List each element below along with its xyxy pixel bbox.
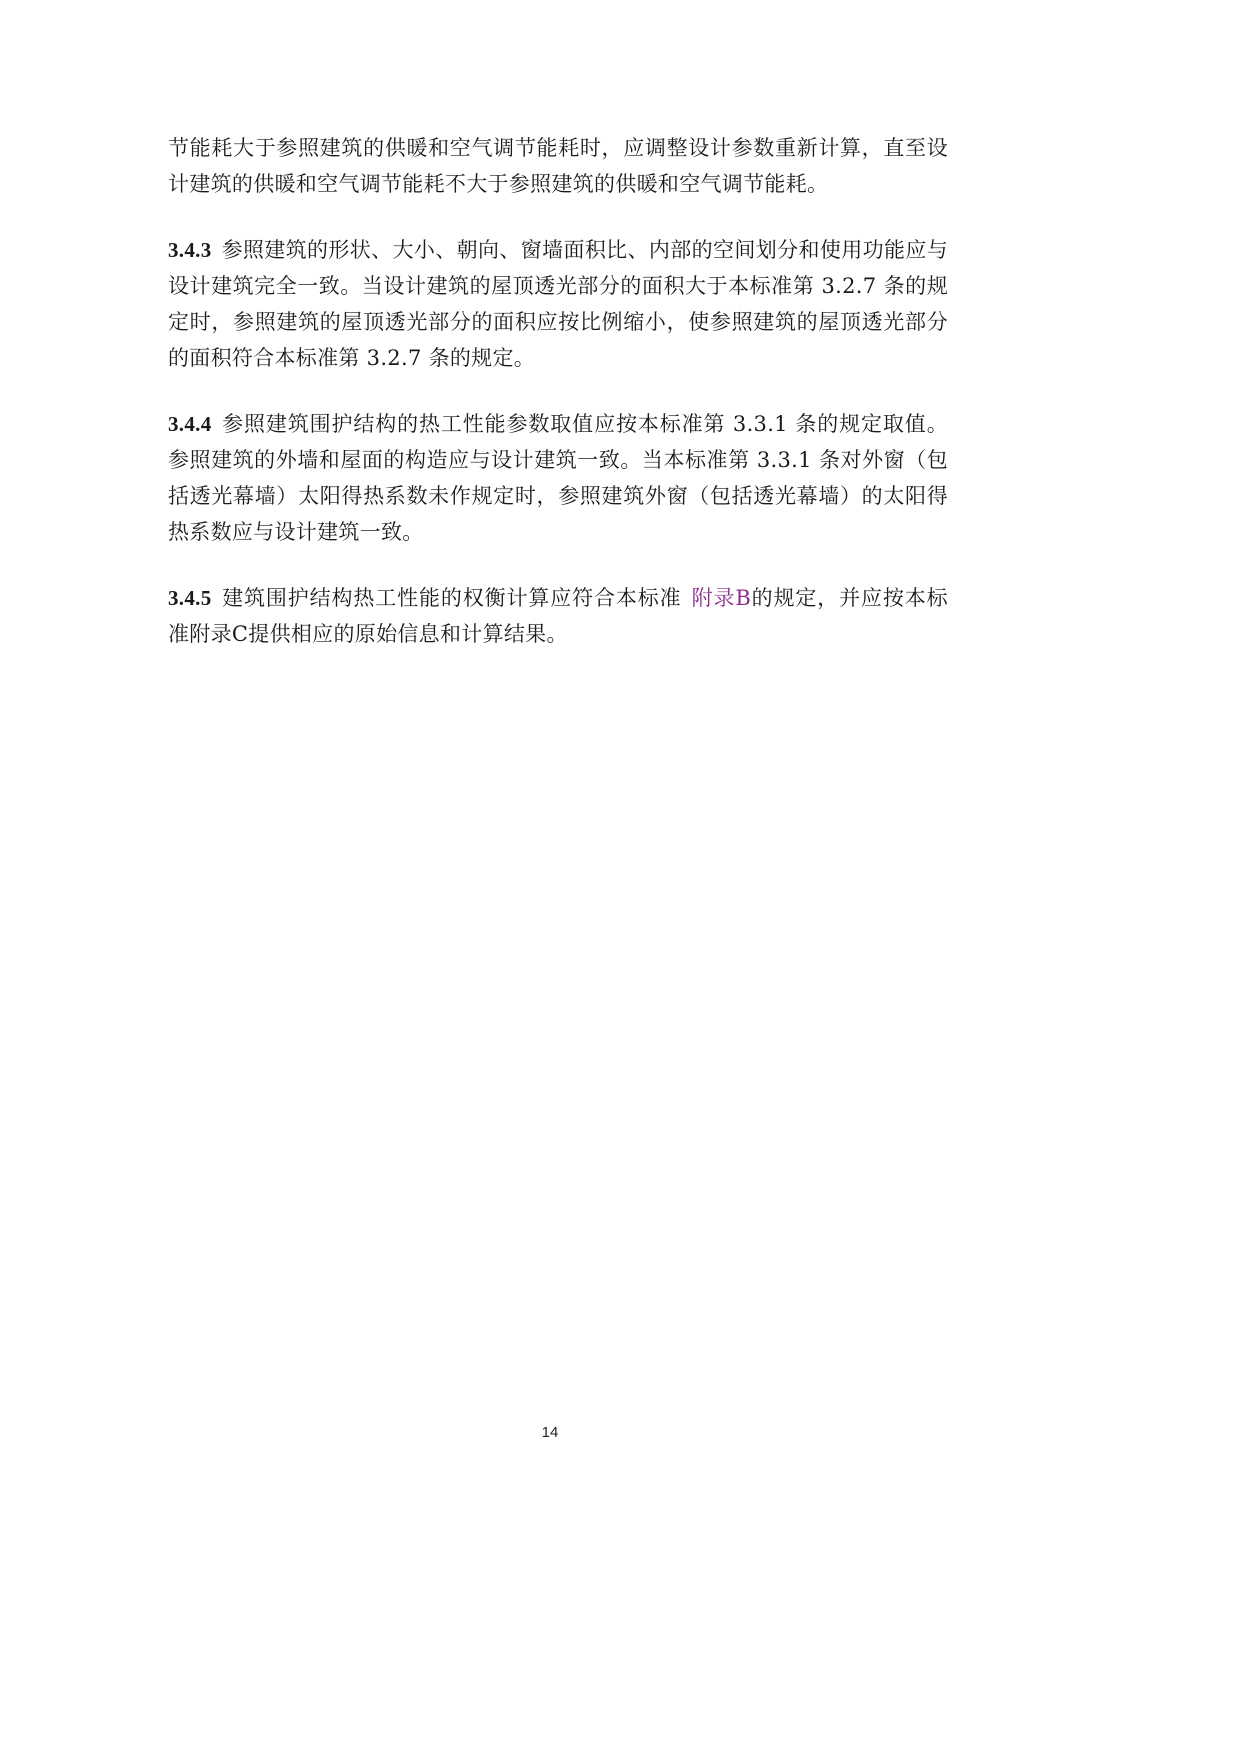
paragraph-intro	[168, 130, 948, 202]
clause-number: 3.4.4	[168, 412, 212, 436]
appendix-b-link[interactable]: 附录B	[691, 586, 752, 610]
page-number: 14	[541, 1424, 559, 1441]
paragraph-intro-text: 节能耗大于参照建筑的供暖和空气调节能耗时，应调整设计参数重新计算，直至设计建筑的供暖和空气调节能耗不大于参照建筑的供暖和空气调节能耗。	[168, 136, 948, 196]
clause-text-before-link: 建筑围护结构热工性能的权衡计算应符合本标准	[221, 586, 682, 610]
page-content	[168, 130, 948, 682]
clause-text: 参照建筑围护结构的热工性能参数取值应按本标准第 3.3.1 条的规定取值。参照建筑的外墙和屋面的构造应与设计建筑一致。当本标准第 3.3.1 条对外窗（包括透光幕墙）太阳得热系数未作规定时，参照建筑外窗（包括透光幕墙）的太阳得热系数应与设计建筑一致。	[168, 412, 948, 544]
clause-text: 参照建筑的形状、大小、朝向、窗墙面积比、内部的空间划分和使用功能应与设计建筑完全一致。当设计建筑的屋顶透光部分的面积大于本标准第 3.2.7 条的规定时，参照建筑的屋顶透光部分的面积应按比例缩小，使参照建筑的屋顶透光部分的面积符合本标准第 3.2.7 条的规定。	[168, 238, 948, 370]
clause-text-after-link: 的规定，并应按本标准附录C提供相应的原始信息和计算结果。	[168, 586, 948, 646]
clause-3-4-3	[168, 232, 948, 376]
clause-3-4-5	[168, 580, 948, 652]
clause-number: 3.4.5	[168, 586, 212, 610]
clause-number: 3.4.3	[168, 238, 212, 262]
clause-3-4-4	[168, 406, 948, 550]
